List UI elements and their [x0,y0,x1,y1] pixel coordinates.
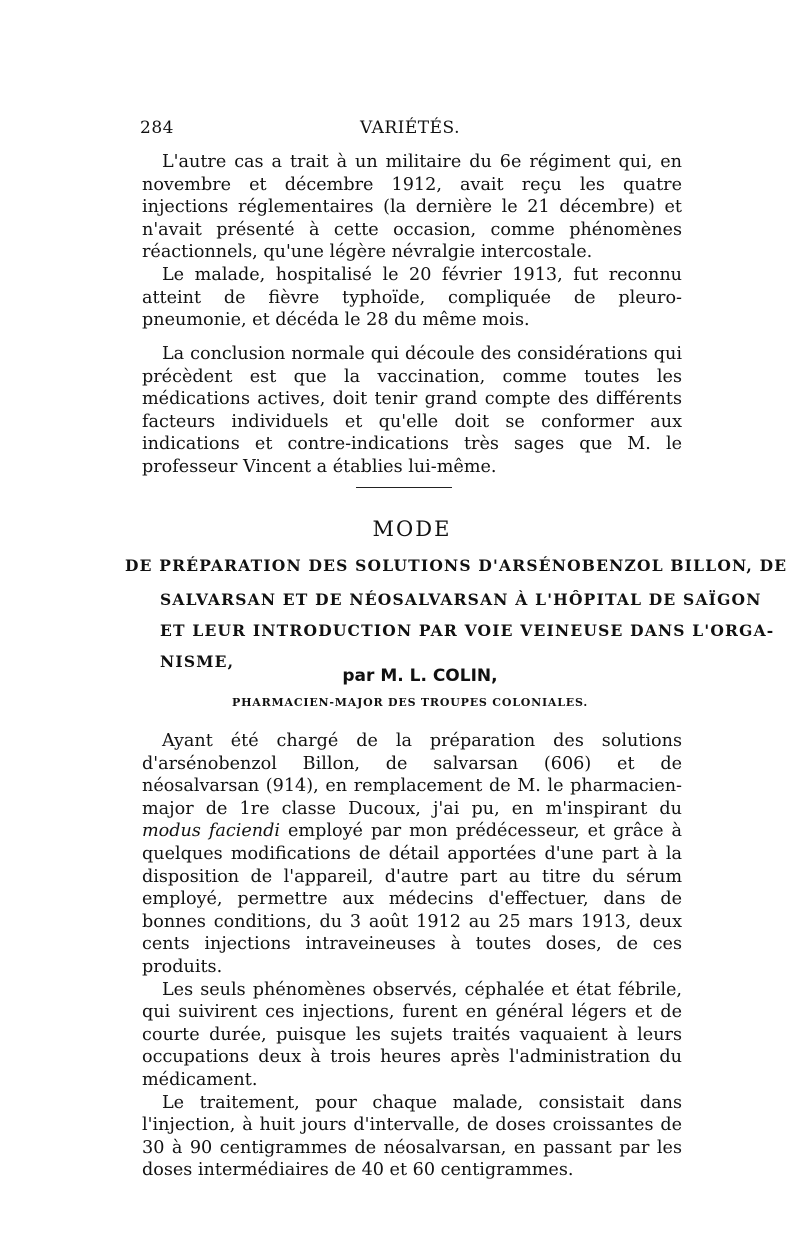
page-number: 284 [140,118,174,138]
author-affiliation: PHARMACIEN-MAJOR DES TROUPES COLONIALES. [232,696,588,709]
text-run: employé par mon prédécesseur, et grâce à quelques modifications de détail apportées d'une part à la disposition de l'appareil, d'autre part au titre du sérum employé, permettre aux médecins d'effectuer, dans de bonnes conditions, du 3 août 1912 au 25 mars 1913, deux cents injections intraveineuses à toutes doses, de ces produits. [142,821,682,977]
paragraph: L'autre cas a trait à un militaire du 6e régiment qui, en novembre et décembre 1912, avait reçu les quatre injections réglementaires (la dernière le 21 décembre) et n'avait présenté à cette occasion, comme phénomènes réactionnels, qu'une légère névralgie intercostale. [142,152,682,263]
article-subtitle-line: NISME, [160,652,235,671]
paragraph: Le traitement, pour chaque malade, consistait dans l'injection, à huit jours d'intervalle, de doses croissantes de 30 à 90 centigrammes de néosalvarsan, en passant par les doses intermédiaires de 40 et 60 centigrammes. [142,1092,682,1181]
text-block-case [142,151,682,332]
text-block-article [142,730,682,1182]
text-block-conclusion [142,343,682,479]
article-subtitle-line: ET LEUR INTRODUCTION PAR VOIE VEINEUSE DANS L'ORGA- [160,621,775,640]
article-subtitle-line: SALVARSAN ET DE NÉOSALVARSAN À L'HÔPITAL DE SAÏGON [160,590,762,609]
section-divider [356,487,452,488]
article-subtitle-line: DE PRÉPARATION DES SOLUTIONS D'ARSÉNOBENZOL BILLON, DE [125,556,788,575]
italic-phrase: modus faciendi [142,821,281,842]
paragraph: La conclusion normale qui découle des considérations qui précèdent est que la vaccination, comme toutes les médications actives, doit tenir grand compte des différents facteurs individuels et qu'elle doit se conformer aux indications et contre-indications très sages que M. le professeur Vincent a établies lui-même. [142,344,682,477]
paragraph [142,730,682,979]
paragraph: Les seuls phénomènes observés, céphalée et état fébrile, qui suivirent ces injections, furent en général légers et de courte durée, puisque les sujets traités vaquaient à leurs occupations deux à trois heures après l'administration du médicament. [142,979,682,1090]
article-byline: par M. L. COLIN, [342,666,498,686]
article-title: MODE [372,517,452,541]
running-title: VARIÉTÉS. [359,118,461,138]
paragraph: Le malade, hospitalisé le 20 février 1913, fut reconnu atteint de fièvre typhoïde, compliquée de pleuro-pneumonie, et décéda le 28 du même mois. [142,264,682,331]
text-run: Ayant été chargé de la préparation des solutions d'arsénobenzol Billon, de salvarsan (606) et de néosalvarsan (914), en remplacement de M. le pharmacien-major de 1re classe Ducoux, j'ai pu, en m'inspirant du [142,731,682,819]
